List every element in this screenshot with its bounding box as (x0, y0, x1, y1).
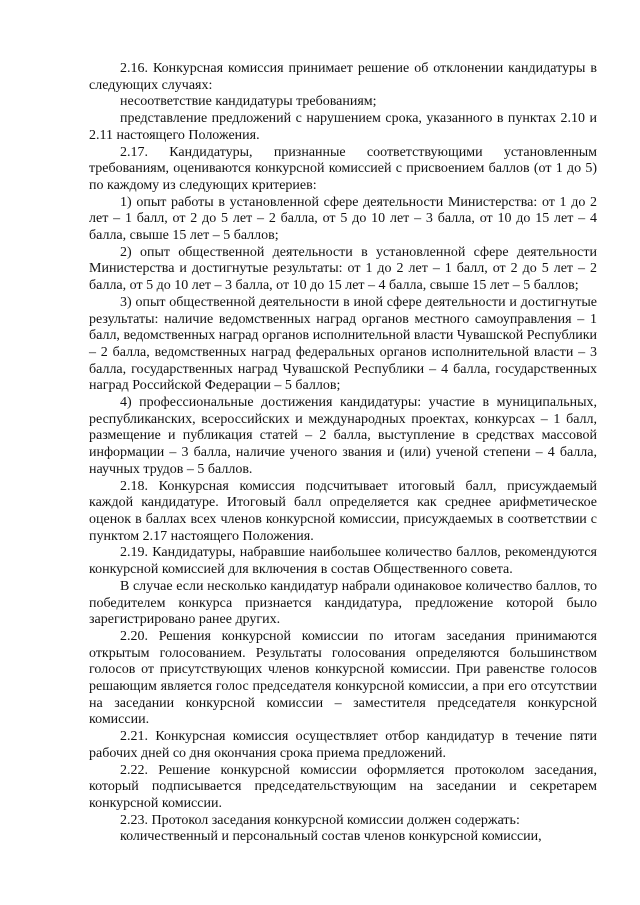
paragraph-2-17: 2.17. Кандидатуры, признанные соответствующими установленным требованиям, оцениваются конкурсной комиссией с присвоением баллов (от 1 до 5) по каждому из следующих критериев: (89, 144, 597, 193)
paragraph-2-21: 2.21. Конкурсная комиссия осуществляет отбор кандидатур в течение пяти рабочих дней со дня окончания срока приема предложений. (89, 729, 597, 761)
paragraph-2-17-criterion-1: 1) опыт работы в установленной сфере деятельности Министерства: от 1 до 2 лет – 1 балл, от 2 до 5 лет – 2 балла, от 5 до 10 лет – 3 балла, от 10 до 15 лет – 4 балла, свыше 15 лет – 5 баллов; (89, 194, 597, 244)
paragraph-2-22: 2.22. Решение конкурсной комиссии оформляется протоколом заседания, который подписывается председательствующим на заседании и секретарем конкурсной комиссии. (89, 762, 597, 811)
paragraph-2-18: 2.18. Конкурсная комиссия подсчитывает итоговый балл, присуждаемый каждой кандидатуре. Итоговый балл определяется как среднее арифметическое оценок в баллах всех членов конкурсной комиссии, присуждаемых в соответствии с пунктом 2.17 настоящего Положения. (89, 478, 597, 544)
paragraph-2-23: 2.23. Протокол заседания конкурсной комиссии должен содержать: (120, 812, 520, 828)
document-page (89, 61, 597, 846)
paragraph-2-17-criterion-2: 2) опыт общественной деятельности в установленной сфере деятельности Министерства и достигнутые результаты: от 1 до 2 лет – 1 балл, от 2 до 5 лет – 2 балла, от 5 до 10 лет – 3 балла, от 10 до 15 лет – 4 балла, свыше 15 лет – 5 баллов; (89, 244, 597, 294)
paragraph-2-20: 2.20. Решения конкурсной комиссии по итогам заседания принимаются открытым голосованием. Результаты голосования определяются большинством голосов от присутствующих членов конкурсной комиссии. При равенстве голосов решающим является голос председателя конкурсной комиссии, а при его отсутствии на заседании конкурсной комиссии – заместителя председателя конкурсной комиссии. (89, 628, 597, 728)
paragraph-2-16-case-2: представление предложений с нарушением срока, указанного в пунктах 2.10 и 2.11 настоящего Положения. (89, 111, 597, 143)
paragraph-2-16-case-1: несоответствие кандидатуры требованиям; (120, 94, 377, 110)
paragraph-2-19-tie: В случае если несколько кандидатур набрали одинаковое количество баллов, то победителем конкурса признается кандидатура, предложение которой было зарегистрировано ранее других. (89, 578, 597, 628)
paragraph-2-19: 2.19. Кандидатуры, набравшие наибольшее количество баллов, рекомендуются конкурсной комиссией для включения в состав Общественного совета. (89, 545, 597, 578)
paragraph-2-16: 2.16. Конкурсная комиссия принимает решение об отклонении кандидатуры в следующих случаях: (89, 61, 597, 93)
paragraph-2-23-item-1: количественный и персональный состав членов конкурсной комиссии, (120, 829, 542, 845)
paragraph-2-17-criterion-4: 4) профессиональные достижения кандидатуры: участие в муниципальных, республиканских, всероссийских и международных проектах, конкурсах – 1 балл, размещение и публикация статей – 2 балла, выступление в средствах массовой информации – 3 балла, наличие ученого звания и (или) ученой степени – 4 балла, научных трудов – 5 баллов. (89, 395, 597, 477)
paragraph-2-17-criterion-3: 3) опыт общественной деятельности в иной сфере деятельности и достигнутые результаты: наличие ведомственных наград органов местного самоуправления – 1 балл, ведомственных наград органов исполнительной власти Чувашской Республики – 2 балла, ведомственных наград федеральных органов исполнительной власти – 3 балла, государственных наград Чувашской Республики – 4 балла, государственных наград Российской Федерации – 5 баллов; (89, 294, 597, 394)
